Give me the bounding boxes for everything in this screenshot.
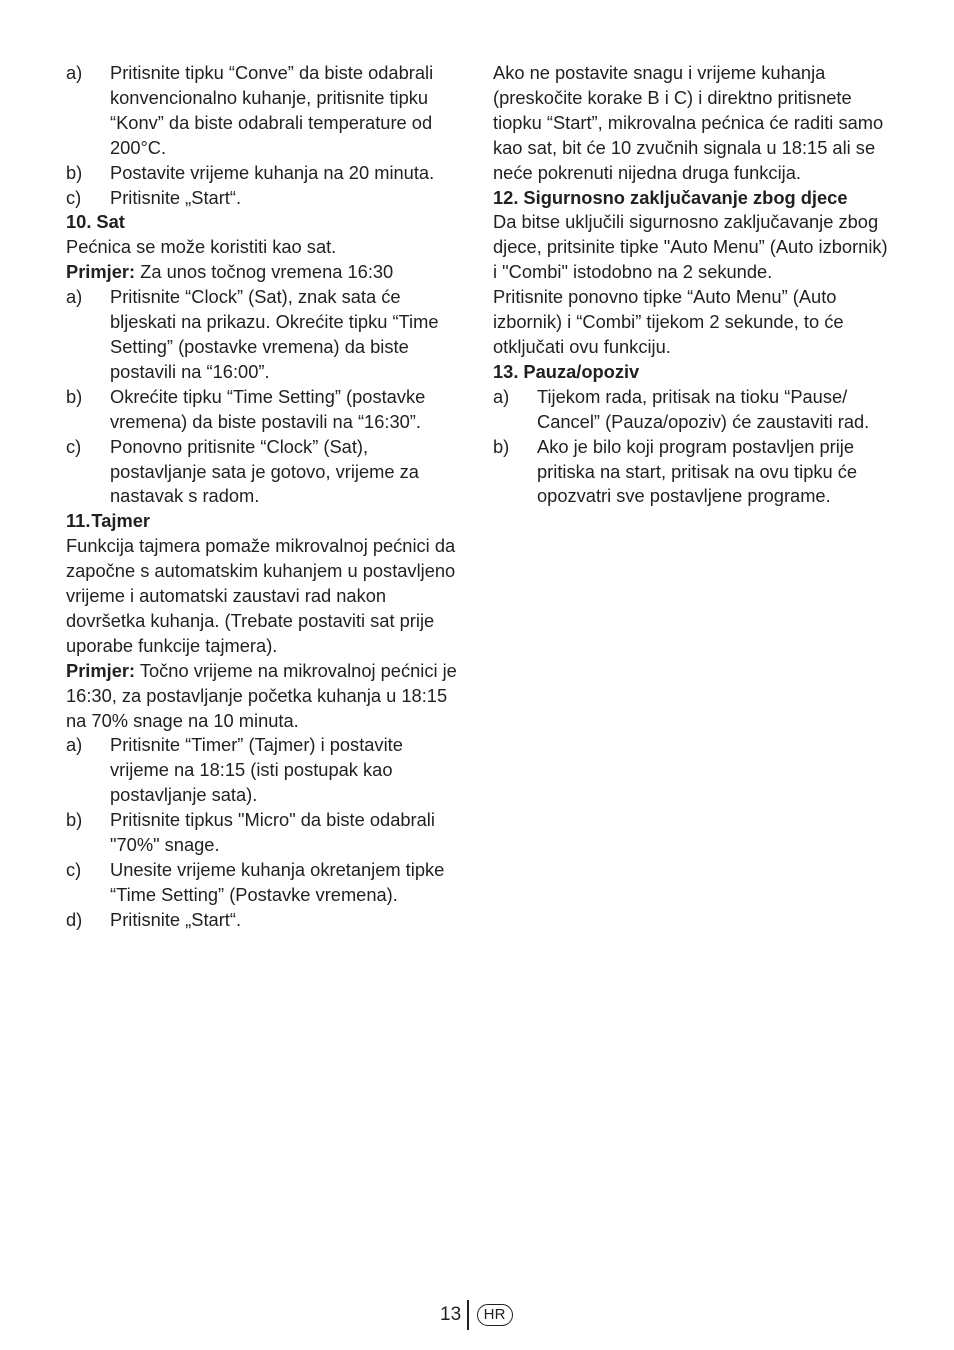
- page-footer: [440, 1300, 513, 1330]
- section-paragraph: Pritisnite ponovno tipke “Auto Menu” (Auto izbornik) i “Combi” tijekom 2 sekunde, to će otključati ovu funkciju.: [493, 286, 844, 357]
- list-label: b): [66, 385, 83, 407]
- example-label: Primjer:: [66, 659, 136, 681]
- list-label: b): [493, 435, 510, 457]
- section-heading-tajmer: [66, 509, 466, 534]
- list-item: [493, 435, 893, 510]
- list-label: d): [66, 908, 83, 930]
- section-number: 10.: [66, 211, 92, 233]
- list-text: Pritisnite “Timer” (Tajmer) i postavite vrijeme na 18:15 (isti postupak kao postavljanje sata).: [110, 734, 403, 806]
- example-paragraph: [66, 659, 466, 734]
- list-label: c): [66, 859, 82, 880]
- footer-divider: [467, 1300, 469, 1330]
- list-item: [66, 61, 466, 161]
- list-text: Pritisnite tipkus "Micro" da biste odabrali "70%" snage.: [110, 809, 435, 856]
- list-text: Tijekom rada, pritisak na tioku “Pause/ Cancel” (Pauza/opoziv) će zaustaviti rad.: [537, 385, 870, 432]
- list-item: [66, 435, 466, 510]
- list-text: Pritisnite “Clock” (Sat), znak sata će bljeskati na prikazu. Okrećite tipku “Time Setting” (postavke vremena) da biste postavili na “16:00”.: [110, 286, 439, 382]
- section-heading-pause: [493, 360, 893, 385]
- section-title: Sat: [96, 211, 125, 233]
- example-text: Točno vrijeme na mikrovalnoj pećnici je 16:30, za postavljanje početka kuhanja u 18:15 na 70% snage na 10 minuta.: [66, 659, 457, 731]
- list-label: a): [66, 286, 83, 308]
- list-text: Postavite vrijeme kuhanja na 20 minuta.: [110, 161, 435, 183]
- section-number: 13.: [493, 360, 519, 382]
- list-item: [66, 161, 466, 186]
- section-description: Pećnica se može koristiti kao sat.: [66, 236, 337, 258]
- list-text: Ponovno pritisnite “Clock” (Sat), postavljanje sata je gotovo, vrijeme za nastavak s radom.: [110, 435, 419, 507]
- section-heading-sat: [66, 210, 466, 235]
- list-text: Pritisnite tipku “Conve” da biste odabrali konvencionalno kuhanje, pritisnite tipku “Konv” da biste odabrali temperature od 200°C.: [110, 62, 434, 158]
- section-title: Pauza/opoziv: [523, 360, 640, 382]
- list-label: b): [66, 809, 83, 831]
- section-number: 11.: [66, 510, 91, 532]
- left-column: [66, 61, 466, 933]
- list-item: [66, 808, 466, 858]
- example-label: Primjer:: [66, 261, 136, 283]
- list-item: [66, 186, 466, 211]
- section-title: Tajmer: [91, 510, 150, 532]
- example-text: Za unos točnog vremena 16:30: [135, 261, 394, 283]
- list-label: a): [493, 385, 510, 407]
- section-heading-child-lock: [493, 186, 893, 211]
- list-text: Okrećite tipku “Time Setting” (postavke vremena) da biste postavili na “16:30”.: [110, 385, 426, 432]
- language-badge: HR: [477, 1304, 513, 1326]
- list-text: Pritisnite „Start“.: [110, 908, 242, 930]
- list-label: c): [66, 186, 82, 208]
- list-text: Ako je bilo koji program postavljen prije pritiska na start, pritisak na ovu tipku će opozvatri sve postavljene programe.: [537, 435, 858, 507]
- section-title: Sigurnosno zaključavanje zbog djece: [523, 186, 848, 208]
- list-label: a): [66, 62, 83, 83]
- list-label: a): [66, 734, 83, 756]
- right-column: [493, 61, 893, 509]
- list-label: b): [66, 161, 83, 183]
- list-item: [66, 733, 466, 808]
- list-text: Unesite vrijeme kuhanja okretanjem tipke “Time Setting” (Postavke vremena).: [110, 859, 445, 905]
- list-item: [66, 858, 466, 908]
- list-item: [66, 385, 466, 435]
- list-item: [66, 285, 466, 385]
- section-paragraph: Da bitse uključili sigurnosno zaključavanje zbog djece, pritsinite tipke "Auto Menu” (Auto izbornik) i "Combi" istodobno na 2 sekunde.: [493, 211, 888, 283]
- section-number: 12.: [493, 186, 519, 208]
- page-number: 13: [440, 1304, 462, 1325]
- list-item: [493, 385, 893, 435]
- example-paragraph: [66, 260, 466, 285]
- list-label: c): [66, 435, 82, 457]
- list-text: Pritisnite „Start“.: [110, 186, 242, 208]
- list-item: [66, 908, 466, 933]
- intro-paragraph: Ako ne postavite snagu i vrijeme kuhanja (preskočite korake B i C) i direktno pritisnete tiopku “Start”, mikrovalna pećnica će raditi samo kao sat, bit će 10 zvučnih signala u 18:15 ali se neće pokrenuti nijedna druga funkcija.: [493, 62, 884, 183]
- section-description: Funkcija tajmera pomaže mikrovalnoj pećnici da započne s automatskim kuhanjem u postavljeno vrijeme i automatski zaustavi rad nakon dovršetka kuhanja. (Trebate postaviti sat prije uporabe funkcije tajmera).: [66, 535, 456, 656]
